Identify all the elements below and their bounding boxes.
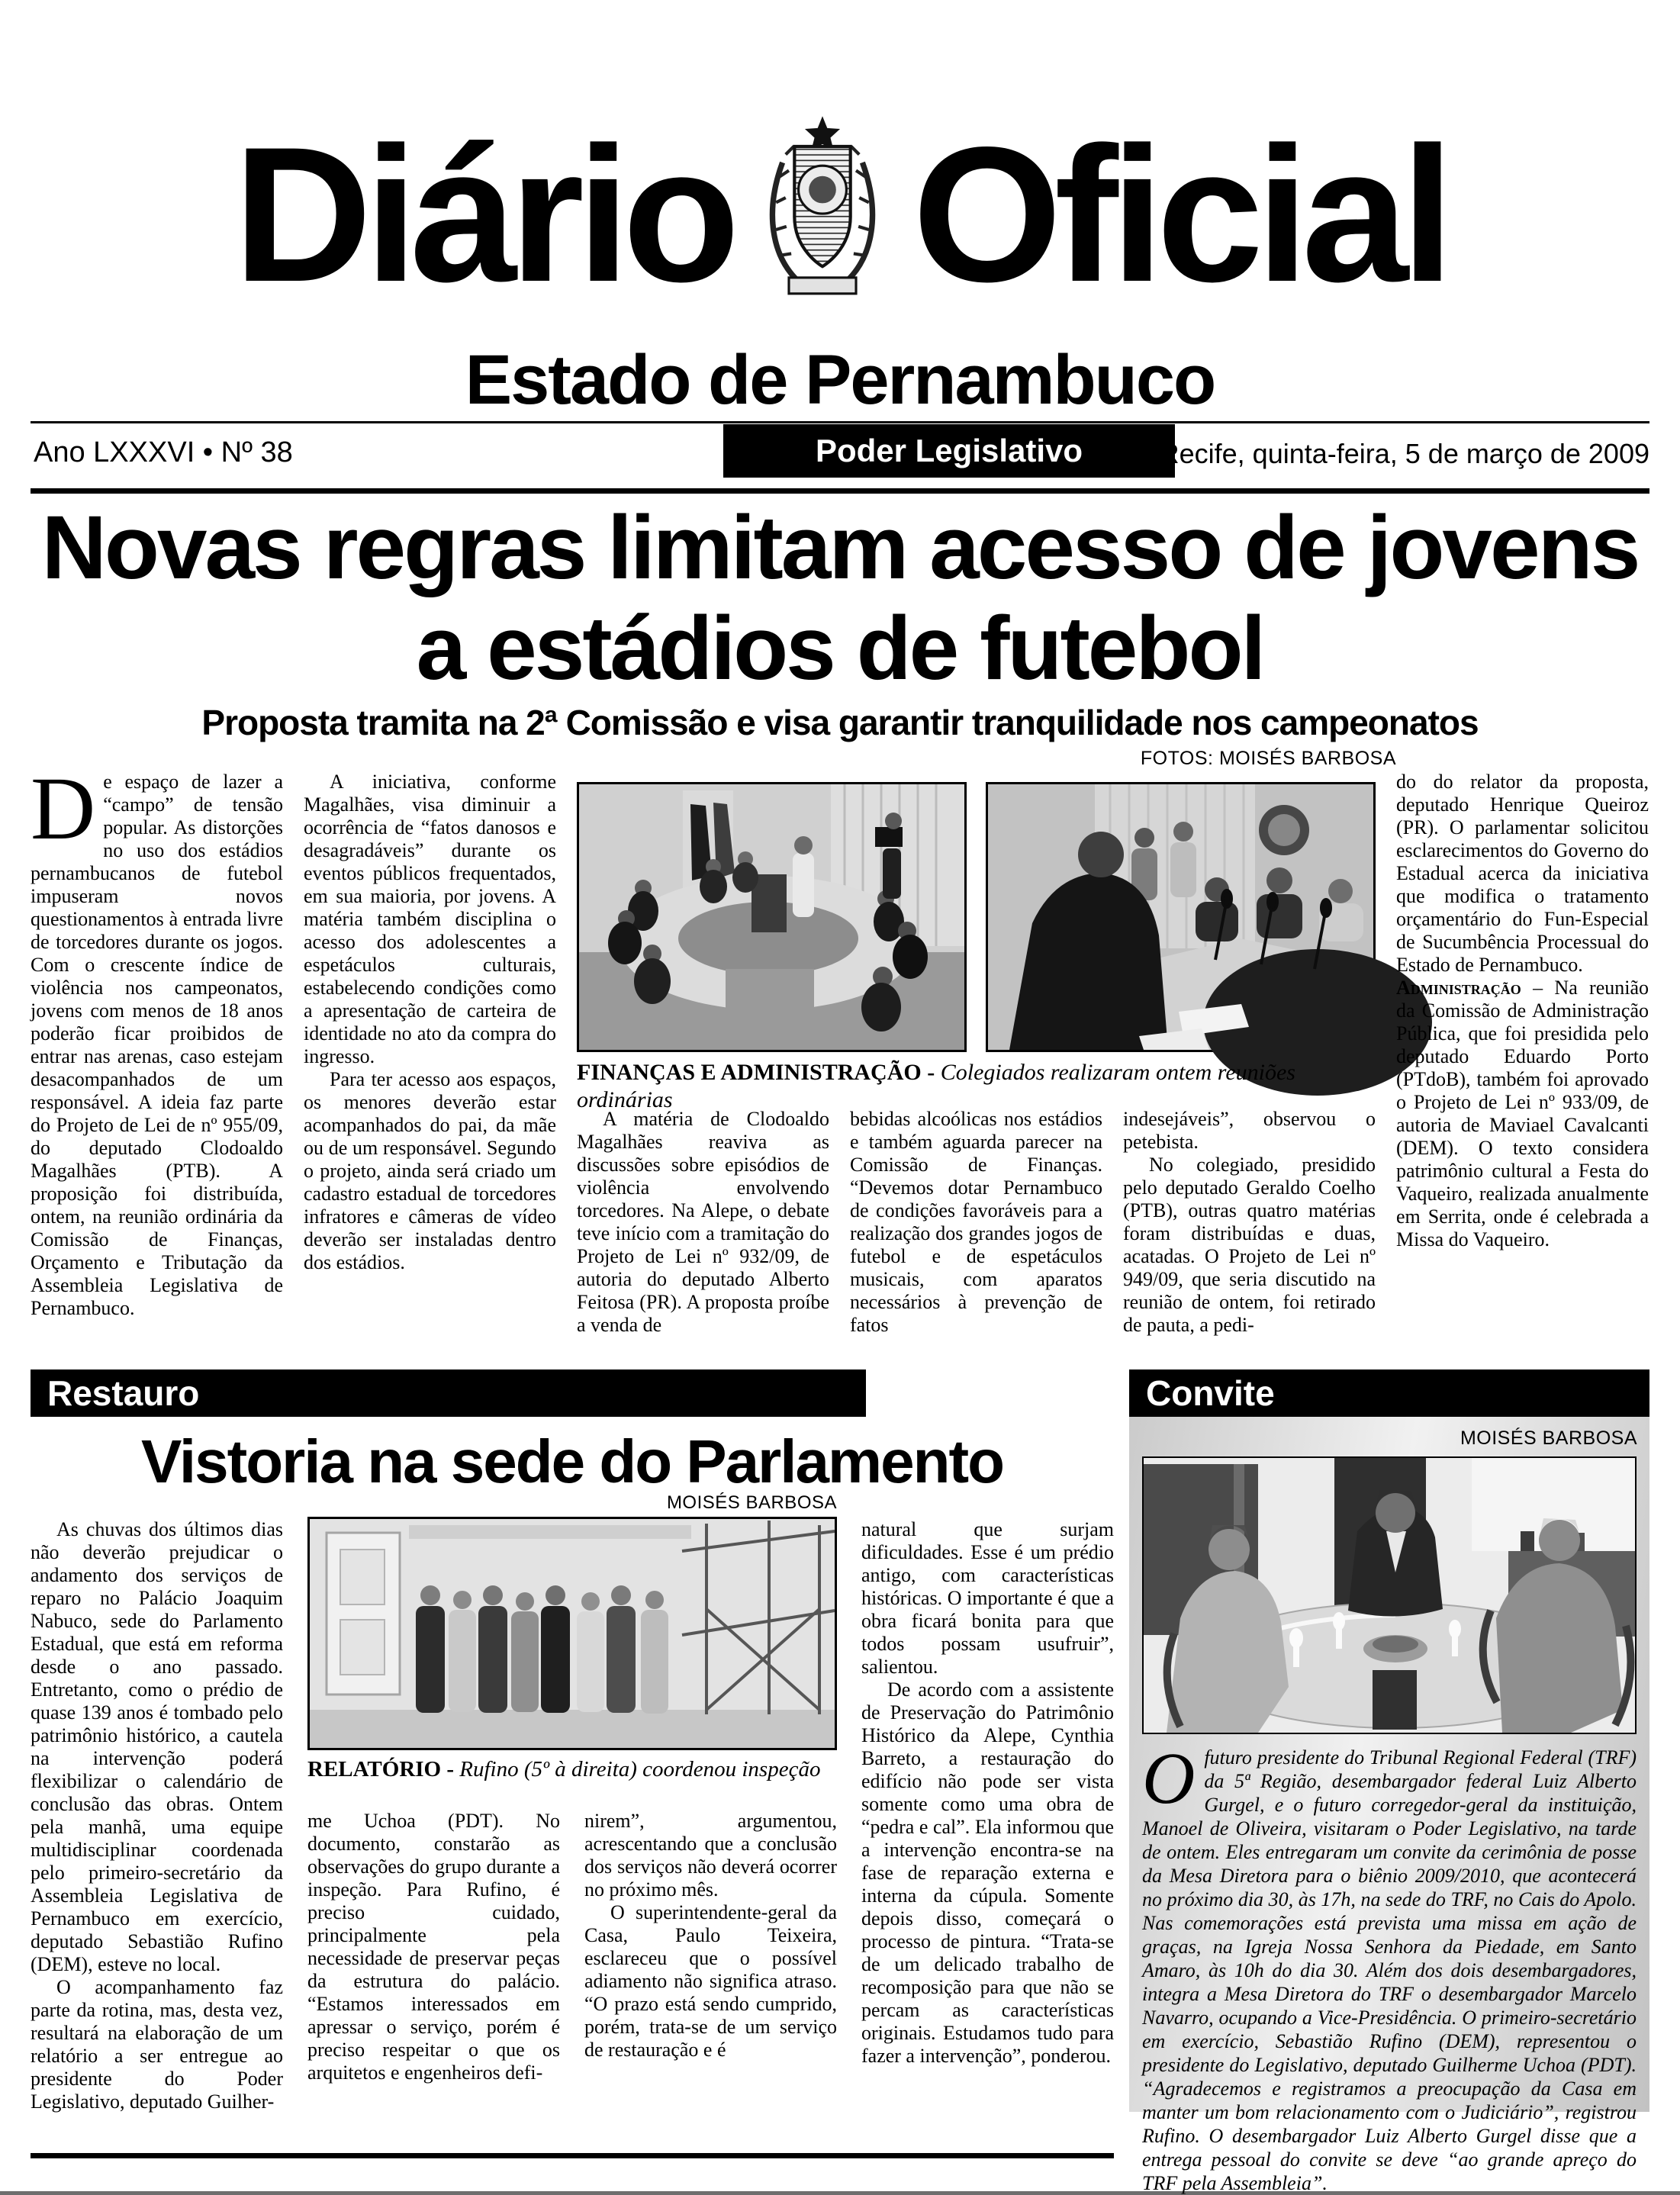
lead-col2-p1: A iniciativa, conforme Magalhães, visa diminuir a ocorrência de “fatos danosos e desagradáveis” durante os eventos públicos frequentados, em sua maioria, por jovens. A matéria também disciplina o acesso dos adolescentes a espetáculos culturais, estabelecendo condições como a apresentação de carteira de identidade no ato da compra do ingresso. bbox=[304, 771, 556, 1067]
lead-col5-p1: indesejáveis”, observou o petebista. bbox=[1123, 1108, 1376, 1153]
lead-col6-p1: do do relator da proposta, deputado Henrique Queiroz (PR). O parlamentar solicitou esclarecimentos do Governo do Estadual acerca da iniciativa que modifica o tratamento orçamentário do Fun-Especial de Sucumbência Processual do Estado de Pernambuco. bbox=[1396, 771, 1649, 976]
rule-thick-bottom bbox=[31, 2153, 1114, 2158]
lead-column-5 bbox=[1123, 1108, 1376, 1362]
convite-section-bar bbox=[1129, 1369, 1649, 1417]
restauro-caption-text: Rufino (5º à direita) coordenou inspeção bbox=[459, 1757, 821, 1781]
date-line: Recife, quinta-feira, 5 de março de 2009 bbox=[1159, 438, 1649, 469]
restauro-col3-p2: O superintendente-geral da Casa, Paulo Teixeira, esclareceu que o possível adiamento não significa atraso. “O prazo está sendo cumprido, porém, trata-se de um serviço de restauração e é bbox=[584, 1901, 837, 2061]
lead-caption-text: Colegiados realizaram ontem reuniões ordinárias bbox=[577, 1060, 1295, 1112]
lead-col3-text: A matéria de Clodoaldo Magalhães reaviva as discussões sobre episódios de violência envolvendo torcedores. Na Alepe, o debate teve início com a tramitação do Projeto de Lei nº 932/09, de autoria do deputado Alberto Feitosa (PR). A proposta proíbe a venda de bbox=[577, 1108, 829, 1336]
restauro-col3-p1: nirem”, argumentou, acrescentando que a conclusão dos serviços não deverá ocorrer no próximo mês. bbox=[584, 1810, 837, 1901]
restauro-section-label: Restauro bbox=[47, 1373, 200, 1413]
lead-column-6 bbox=[1396, 771, 1649, 1362]
masthead-title-left: Diário bbox=[233, 107, 732, 322]
rule-thick-top bbox=[31, 488, 1649, 494]
restauro-column-3 bbox=[584, 1810, 837, 2147]
lead-subheadline: Proposta tramita na 2ª Comissão e visa garantir tranquilidade nos campeonatos bbox=[201, 703, 1479, 742]
restauro-col1-p1: As chuvas dos últimos dias não deverão prejudicar o andamento dos serviços de reparo no Palácio Joaquim Nabuco, sede do Parlamento Estadual, que está em reforma desde o ano passado. Entretanto, como o prédio de quase 139 anos é tombado pelo patrimônio histórico, a cautela na intervenção poderá flexibilizar o calendário de conclusão das obras. Ontem pela manhã, uma equipe multidisciplinar coordenada pelo primeiro-secretário da Assembleia Legislativa de Pernambuco em exercício, deputado Sebastião Rufino (DEM), esteve no local. bbox=[31, 1518, 283, 1975]
lead-admin-text: – Na reunião da Comissão de Administração Pública, que foi presidida pelo deputado Eduardo Porto (PTdoB), também foi aprovado o Projeto de Lei nº 933/09, de autoria de Maviael Cavalcanti (DEM). O texto considera patrimônio cultural a Festa do Vaqueiro, realizada anualmente em Serrita, onde é celebrada a Missa do Vaqueiro. bbox=[1396, 977, 1649, 1250]
lead-column-2 bbox=[304, 771, 556, 1362]
lead-caption-title: FINANÇAS E ADMINISTRAÇÃO - bbox=[577, 1060, 935, 1085]
lead-photo-caption bbox=[577, 1059, 1376, 1114]
lead-col2-p2: Para ter acesso aos espaços, os menores deverão estar acompanhados do pai, da mãe ou de um responsável. Segundo o projeto, ainda será criado um cadastro estadual de torcedores infratores e câmeras de vídeo deverão ser instaladas dentro dos estádios. bbox=[304, 1068, 556, 1273]
lead-column-3 bbox=[577, 1108, 829, 1362]
coat-of-arms-icon bbox=[758, 113, 887, 317]
restauro-col2-text: me Uchoa (PDT). No documento, constarão as observações do grupo durante a inspeção. Para Rufino, é preciso cuidado, principalmente pela necessidade de preservar peças da estrutura do palácio. “Estamos interessados em apressar o serviço, porém é preciso respeitar o que os arquitetos e engenheiros defi- bbox=[307, 1810, 560, 2084]
restauro-caption-title: RELATÓRIO - bbox=[307, 1757, 455, 1781]
restauro-section-bar bbox=[31, 1369, 866, 1417]
restauro-col4-p2: De acordo com a assistente de Preservação do Patrimônio Histórico da Alepe, Cynthia Barreto, a restauração do edifício não pode ser vista somente como uma obra de “pedra e cal”. Ela informou que a intervenção encontra-se na fase de reparação externa e interna da cúpula. Somente depois disso, começará o processo de pintura. “Trata-se de um delicado trabalho de recomposição para que não se percam as características originais. Estudamos tudo para fazer a intervenção”, ponderou. bbox=[861, 1678, 1114, 2067]
administracao-committee-photo bbox=[986, 782, 1376, 1052]
edition-number: Ano LXXXVI • Nº 38 bbox=[34, 436, 293, 468]
lead-col6-p2 bbox=[1396, 977, 1649, 1251]
masthead bbox=[0, 107, 1680, 322]
lead-col4-text: bebidas alcoólicas nos estádios e também aguarda parecer na Comissão de Finanças. “Devemos dotar Pernambuco de condições favoráveis para a realização dos grandes jogos de futebol e de espetáculos musicais, com aparatos necessários à prevenção de fatos bbox=[850, 1108, 1102, 1336]
restauro-col4-p1: natural que surjam dificuldades. Esse é um prédio antigo, com características históricas. O importante é que a obra ficará bonita para que todos possam usufruir”, salientou. bbox=[861, 1518, 1114, 1678]
lead-photos-credit: FOTOS: MOISÉS BARBOSA bbox=[1140, 748, 1396, 769]
restauro-column-1 bbox=[31, 1518, 283, 2147]
restauro-column-4 bbox=[861, 1518, 1114, 2147]
restauro-headline: Vistoria na sede do Parlamento bbox=[140, 1427, 1004, 1495]
restauro-column-2 bbox=[307, 1810, 560, 2147]
lead-admin-label: Administração bbox=[1396, 977, 1521, 999]
section-banner-label: Poder Legislativo bbox=[815, 433, 1083, 468]
lead-col1-text: e espaço de lazer a “campo” de tensão popular. As distorções no uso dos estádios pernambucanos de futebol impuseram novos questionamentos à entrada livre de torcedores durante os jogos. Com o crescente índice de violência nos campeonatos, jovens com menos de 18 anos poderão ficar proibidos de entrar nas arenas, caso estejam desacompanhados de um responsável. A ideia faz parte do Projeto de Lei de nº 955/09, do deputado Clodoaldo Magalhães (PTB). A proposição foi distribuída, ontem, na reunião ordinária da Comissão de Finanças, Orçamento e Tributação da Assembleia Legislativa de Pernambuco. bbox=[31, 771, 283, 1319]
rule-thin-top bbox=[31, 421, 1649, 423]
lead-col5-p2: No colegiado, presidido pelo deputado Geraldo Coelho (PTB), outras quatro matérias foram distribuídas e duas, acatadas. O Projeto de Lei nº 949/09, que seria discutido na reunião de ontem, foi retirado de pauta, a pedi- bbox=[1123, 1154, 1376, 1336]
convite-photo-credit: MOISÉS BARBOSA bbox=[1460, 1427, 1637, 1449]
lead-headline: Novas regras limitam acesso de jovens a estádios de futebol bbox=[41, 497, 1639, 699]
restauro-photo-credit: MOISÉS BARBOSA bbox=[666, 1492, 837, 1513]
convite-text: futuro presidente do Tribunal Regional Federal (TRF) da 5ª Região, desembargador federal Luiz Alberto Gurgel, e o futuro corregedor-geral da instituição, Manoel de Oliveira, visitaram o Poder Legislativo, na tarde de ontem. Eles entregaram um convite da cerimônia de posse da Mesa Diretora para o biênio 2009/2010, que acontecerá no próximo dia 30, às 17h, na sede do TRF, no Cais do Apolo. Nas comemorações está prevista uma missa em ação de graças, na Igreja Nossa Senhora da Piedade, em Santo Amaro, às 10h do dia 30. Além dos dois desembargadores, integra a Mesa Diretora do TRF o desembargador Marcelo Navarro, ocupando a Vice-Presidência. O primeiro-secretário em exercício, Sebastião Rufino (DEM), representou o presidente do Legislativo, deputado Guilherme Uchoa (PDT). “Agradecemos e registramos a preocupação da Casa em manter um bom relacionamento com o Judiciário”, registrou Rufino. O desembargador Luiz Alberto Gurgel disse que a entrega pessoal do convite se deve “ao grande apreço do TRF pela Assembleia”. bbox=[1142, 1746, 1637, 2194]
masthead-title-right: Oficial bbox=[912, 107, 1447, 322]
convite-article bbox=[1142, 1737, 1637, 2194]
convite-section-label: Convite bbox=[1146, 1373, 1275, 1413]
convite-dropcap: O bbox=[1142, 1737, 1196, 1819]
lead-dropcap: D bbox=[31, 758, 96, 858]
lead-column-1 bbox=[31, 758, 283, 1362]
restauro-col1-p2: O acompanhamento faz parte da rotina, mas, desta vez, resultará na elaboração de um relatório a ser entregue ao presidente do Poder Legislativo, deputado Guilher- bbox=[31, 1976, 283, 2113]
convite-meeting-photo bbox=[1142, 1456, 1637, 1734]
restauro-photo-caption bbox=[307, 1756, 837, 1783]
financas-committee-photo bbox=[577, 782, 967, 1052]
masthead-subtitle: Estado de Pernambuco bbox=[465, 341, 1215, 419]
convite-panel bbox=[1129, 1417, 1649, 2194]
lead-column-4 bbox=[850, 1108, 1102, 1362]
restauro-inspection-photo bbox=[307, 1517, 837, 1750]
